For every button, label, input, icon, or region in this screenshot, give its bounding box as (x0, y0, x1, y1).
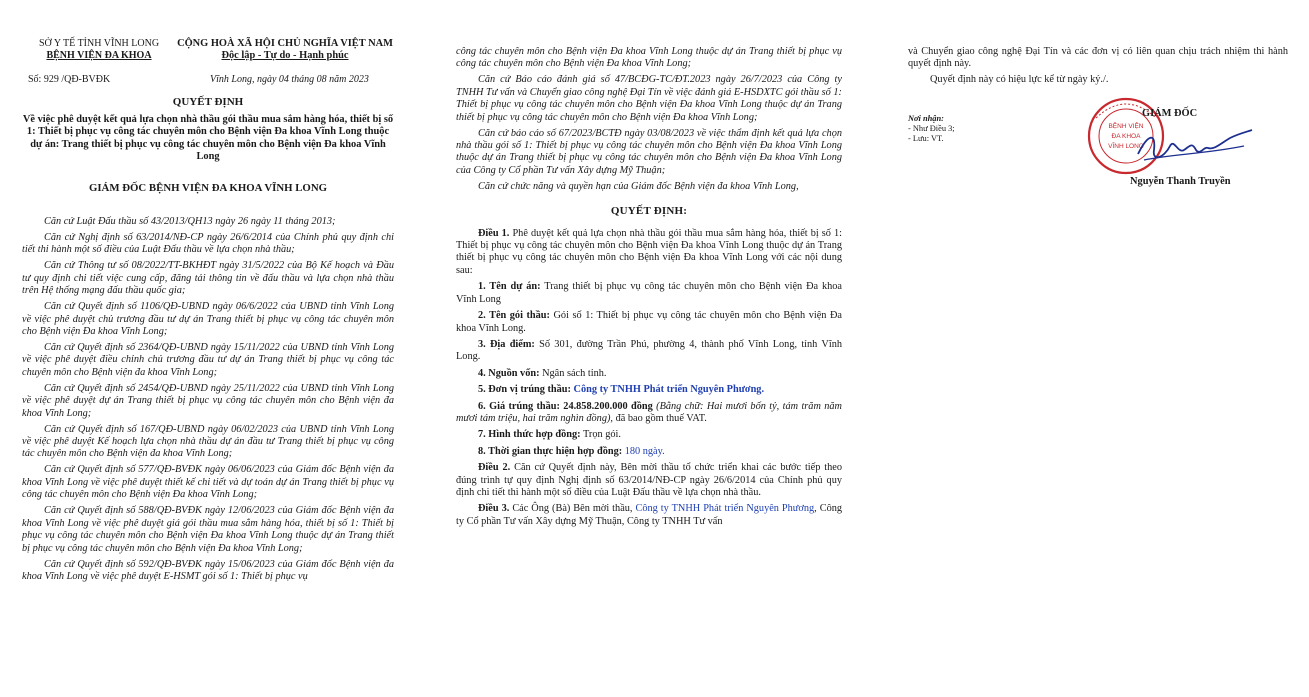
article-3-text-cont: , Công ty Cổ phần Tư vấn Xây dựng Mỹ Thuận, Công ty TNHH Tư vấn (456, 503, 843, 527)
legal-basis: Căn cứ Quyết định số 592/QĐ-BVĐK ngày 15/06/2023 của Giám đốc Bệnh viện đa khoa Vĩnh Long về việc phê duyệt E-HSMT gói số 1: Thiết bị phục vụ (22, 558, 394, 582)
legal-basis: Căn cứ báo cáo số 67/2023/BCTĐ ngày 03/08/2023 về việc thẩm định kết quả lựa chọn nhà thầu gói số 1: Thiết bị phục vụ công tác chuyên môn cho Bệnh viện Đa khoa Vĩnh Long thuộc dự án Trang thiết bị phục vụ công tác chuyên môn cho Bệnh viện Đa khoa Vĩnh Long của Công ty Cổ phần Tư vấn Xây dựng Mỹ Thuận; (456, 127, 842, 176)
decision-heading: QUYẾT ĐỊNH: (610, 205, 688, 218)
recipient-item: - Như Điều 3; (908, 124, 955, 133)
handwritten-signature (1134, 124, 1254, 170)
article-1-item-6 (456, 401, 842, 426)
article-1-item-5 (456, 384, 842, 396)
item-text: Trang thiết bị phục vụ công tác chuyên môn cho Bệnh viện Đa khoa Vĩnh Long (456, 281, 842, 305)
recipients-label: Nơi nhận: (908, 114, 944, 123)
document-page-3 (908, 0, 1288, 697)
winning-bidder: Công ty TNHH Phát triển Nguyên Phương. (573, 384, 765, 396)
article-1-item-1 (456, 281, 842, 306)
legal-basis: Căn cứ Quyết định số 2454/QĐ-UBND ngày 25/11/2022 của UBND tỉnh Vĩnh Long về việc phê duyệt dự án Trang thiết bị phục vụ công tác chuyên môn cho Bệnh viện đa khoa Vĩnh Long; (22, 382, 394, 419)
article-3-text: Các Ông (Bà) Bên mời thầu, (512, 503, 633, 515)
contract-duration: 180 ngày. (624, 445, 665, 457)
article-3-continued: và Chuyển giao công nghệ Đại Tín và các đơn vị có liên quan chịu trách nhiệm thi hành quyết định này. (908, 46, 1288, 70)
article-1-item-2 (456, 310, 842, 335)
legal-basis: Căn cứ Quyết định số 1106/QĐ-UBND ngày 06/6/2022 của UBND tỉnh Vĩnh Long về việc phê duyệt chủ trương đầu tư dự án Trang thiết bị phục vụ công tác chuyên môn cho Bệnh viện Đa khoa Vĩnh Long; (22, 301, 394, 338)
document-date: Vĩnh Long, ngày 04 tháng 08 năm 2023 (210, 74, 369, 85)
article-3-label: Điều 3. (478, 503, 510, 515)
item-label: 7. Hình thức hợp đồng: (478, 429, 581, 441)
price-in-words: (Bằng chữ: Hai mươi bốn tỷ, tám trăm năm mươi tám triệu, hai trăm nghìn đồng), (456, 400, 842, 424)
article-3 (456, 503, 842, 528)
item-text: Gói số 1: Thiết bị phục vụ công tác chuyên môn cho Bệnh viện Đa khoa Vĩnh Long. (456, 310, 842, 334)
legal-basis: Căn cứ Nghị định số 63/2014/NĐ-CP ngày 26/6/2014 của Chính phủ quy định chi tiết thi hành một số điều của Luật Đấu thầu về lựa chọn nhà thầu; (22, 232, 394, 256)
document-title: QUYẾT ĐỊNH (172, 96, 244, 108)
ministry-name: SỞ Y TẾ TỈNH VĨNH LONG (38, 38, 160, 49)
recipient-item: - Lưu: VT. (908, 134, 944, 143)
signatory-name: Nguyễn Thanh Truyền (1130, 176, 1231, 187)
legal-basis: Căn cứ Quyết định số 2364/QĐ-UBND ngày 15/11/2022 của UBND tỉnh Vĩnh Long về việc phê duyệt điều chỉnh chủ trương đầu tư dự án Trang thiết bị phục vụ công tác chuyên môn cho Bệnh viện đa khoa Vĩnh Long; (22, 342, 394, 378)
article-2 (456, 462, 842, 499)
article-1-item-3 (456, 339, 842, 364)
article-1-item-4 (456, 368, 842, 380)
effective-clause: Quyết định này có hiệu lực kể từ ngày ký./. (930, 74, 1109, 86)
article-1 (456, 228, 842, 278)
recipients-block (908, 114, 1028, 144)
article-2-text: Căn cứ Quyết định này, Bên mời thầu tổ chức triển khai các bước tiếp theo đúng trình tự quy định Nghị định số 63/2014/NĐ-CP ngày 26/6/2014 của Chính phủ quy định chi tiết thi hành một số điều của Luật Đấu thầu về lựa chọn nhà thầu. (456, 462, 842, 498)
legal-basis: Căn cứ Luật Đấu thầu số 43/2013/QH13 ngày 26 ngày 11 tháng 2013; (44, 216, 336, 227)
article-1-label: Điều 1. (478, 227, 510, 239)
item-label: 1. Tên dự án: (478, 281, 541, 293)
legal-basis: Căn cứ Báo cáo đánh giá số 47/BCĐG-TC/ĐT.2023 ngày 26/7/2023 của Công ty TNHH Tư vấn và Chuyển giao công nghệ Đại Tín về việc đánh giá E-HSDXTC gói thầu số 1: Thiết bị phục vụ công tác chuyên môn cho Bệnh viện Đa khoa Vĩnh Long thuộc dự án Trang thiết bị phục vụ công tác chuyên môn cho Bệnh viện Đa khoa Vĩnh Long; (456, 74, 842, 123)
page-2-body (456, 46, 842, 532)
document-page-2 (456, 0, 842, 697)
director-heading: GIÁM ĐỐC BỆNH VIỆN ĐA KHOA VĨNH LONG (88, 182, 328, 194)
legal-basis: Căn cứ Quyết định số 588/QĐ-BVĐK ngày 12/06/2023 của Giám đốc Bệnh viện đa khoa Vĩnh Long về việc phê duyệt giá gói thầu mua sắm hàng hóa, thiết bị số 1: Thiết bị phục vụ công tác chuyên môn cho Bệnh viện Đa khoa Vĩnh Long thuộc dự án Trang thiết bị phục vụ công tác chuyên môn cho Bệnh viện Đa khoa Vĩnh Long; (22, 505, 394, 554)
document-page-1 (22, 0, 394, 697)
item-label: 3. Địa điểm: (478, 338, 535, 350)
item-label: 4. Nguồn vốn: (478, 367, 540, 379)
item-text: Trọn gói. (582, 429, 621, 441)
bidder-company: Công ty TNHH Phát triển Nguyên Phương (635, 503, 815, 515)
page-3-body (908, 46, 1288, 90)
item-text: Ngân sách tỉnh. (542, 367, 607, 379)
item-label: 8. Thời gian thực hiện hợp đồng: (478, 445, 623, 457)
legal-basis: Căn cứ Thông tư số 08/2022/TT-BKHĐT ngày 31/5/2022 của Bộ Kế hoạch và Đầu tư quy định chi tiết việc cung cấp, đăng tải thông tin về đấu thầu và lựa chọn nhà thầu trên Hệ thống mạng đấu thầu quốc gia; (22, 260, 394, 297)
item-text: Số 301, đường Trần Phú, phường 4, thành phố Vĩnh Long, tỉnh Vĩnh Long. (456, 338, 843, 363)
item-label: 6. Giá trúng thầu: 24.858.200.000 đồng (478, 400, 653, 412)
item-text: đã bao gồm thuế VAT. (615, 412, 707, 424)
item-label: 2. Tên gói thầu: (478, 310, 550, 322)
national-motto: Độc lập - Tự do - Hạnh phúc (221, 50, 349, 61)
article-1-item-8 (456, 446, 842, 458)
legal-basis-continued: công tác chuyên môn cho Bệnh viện Đa khoa Vĩnh Long thuộc dự án Trang thiết bị phục vụ công tác chuyên môn cho Bệnh viện Đa khoa Vĩnh Long; (456, 46, 842, 70)
legal-basis: Căn cứ Quyết định số 577/QĐ-BVĐK ngày 06/06/2023 của Giám đốc Bệnh viện đa khoa Vĩnh Long về việc phê duyệt thiết kế chi tiết và dự toán dự án Trang thiết bị phục vụ công tác chuyên môn cho Bệnh viện Đa khoa Vĩnh Long; (22, 464, 394, 501)
item-label: 5. Đơn vị trúng thầu: (478, 384, 571, 396)
legal-bases-page-1 (22, 216, 394, 587)
svg-text:BỆNH VIỆN: BỆNH VIỆN (1108, 123, 1144, 130)
document-subject: Về việc phê duyệt kết quả lựa chọn nhà thầu gói thầu mua sắm hàng hóa, thiết bị số 1: Thiết bị phục vụ công tác chuyên môn cho Bệnh viện Đa khoa Vĩnh Long thuộc dự án: Trang thiết bị phục vụ công tác chuyên môn cho Bệnh viện Đa khoa Vĩnh Long (22, 114, 394, 163)
hospital-name: BỆNH VIỆN ĐA KHOA (46, 50, 152, 61)
svg-text:ĐA KHOA: ĐA KHOA (1111, 133, 1141, 140)
issuer-block (24, 38, 174, 62)
legal-basis: Căn cứ Quyết định số 167/QĐ-UBND ngày 06/02/2023 của UBND tỉnh Vĩnh Long về việc phê duyệt Kế hoạch lựa chọn nhà thầu dự án đầu tư Trang thiết bị phục vụ công tác chuyên môn cho Bệnh viện đa khoa Vĩnh Long; (22, 423, 394, 460)
signatory-title: GIÁM ĐỐC (1142, 108, 1198, 119)
national-title-block (174, 38, 396, 62)
country-name: CỘNG HOÀ XÃ HỘI CHỦ NGHĨA VIỆT NAM (177, 38, 393, 49)
article-1-item-7 (456, 429, 842, 441)
article-2-label: Điều 2. (478, 462, 511, 474)
legal-basis: Căn cứ chức năng và quyền hạn của Giám đốc Bệnh viện đa khoa Vĩnh Long, (478, 180, 799, 192)
svg-text:VĨNH LONG: VĨNH LONG (1108, 143, 1144, 150)
article-1-text: Phê duyệt kết quả lựa chọn nhà thầu gói thầu mua sắm hàng hóa, thiết bị số 1: Thiết bị phục vụ công tác chuyên môn cho Bệnh viện Đa khoa Vĩnh Long thuộc dự án Trang thiết bị phục vụ công tác chuyên môn cho Bệnh viện Đa khoa Vĩnh Long với các nội dung sau: (456, 227, 842, 276)
document-number: Số: 929 /QĐ-BVĐK (28, 74, 111, 85)
